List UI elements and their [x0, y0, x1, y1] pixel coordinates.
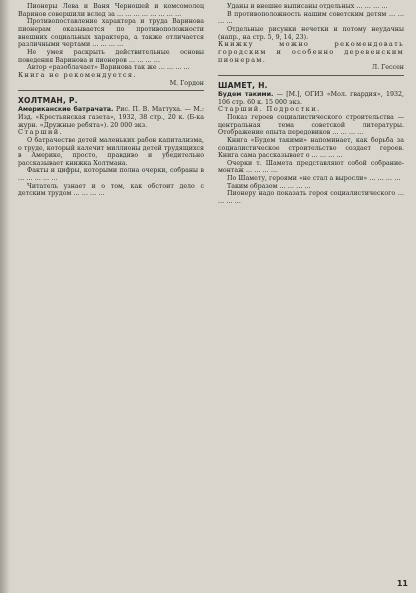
- intro-paragraph: Противопоставление характера и труда Варинова пионерам оказывается по противоположности внешних социальных характера, а также отличается различными чертами … … … …: [18, 18, 204, 49]
- entry-paragraph: Пионеру надо показать героя социалистического … … … …: [218, 190, 404, 206]
- book-title: Будем такими.: [218, 90, 274, 98]
- entry-paragraph: Читатель узнает и о том, как обстоит дело с детским трудом … … … …: [18, 182, 204, 198]
- age-group: Старший. Подростки.: [218, 105, 321, 114]
- bibliographic-entry: [218, 91, 404, 106]
- review-signature: М. Гордон: [169, 79, 204, 87]
- entry-paragraph: Факты и цифры, которыми полна очерки, собраны в … … … … …: [18, 167, 204, 183]
- section-divider: [218, 75, 404, 76]
- right-paragraph: Отдельные рисунки нечетки и потому неудачны (напр., на стр. 5, 9, 14, 23).: [218, 25, 404, 41]
- entry-paragraph: Очерки т. Шамета представляют собой собрание-монтаж … … … …: [218, 159, 404, 175]
- intro-paragraph: Не умея раскрыть действительные основы поведения Варинова и пионеров … … … …: [18, 48, 204, 64]
- binding-shadow: [0, 0, 10, 593]
- intro-paragraph: Автор «разоблачает» Варинова так же … … … …: [27, 64, 190, 72]
- entry-paragraph: По Шамету, героями «не стал а выросли» … … … …: [227, 175, 401, 183]
- book-title: Американские батрачата.: [18, 106, 114, 114]
- entry-heading: ХОЛТМАН, Р.: [18, 96, 78, 106]
- book-details: Рис. П. В. Маттуха. — М.: Изд. «Крестьянская газета», 1932, 38 стр., 20 к. (Б-ка журн. «Дружные ребята»). 20 000 экз.: [18, 106, 204, 129]
- entry-paragraph: О батрачестве детей маленьких рабов капитализма, о труде, который калечит миллионы детей трудящихся в Америке, просто, правдиво и убедительно рассказывает книжка Холтмана.: [18, 136, 204, 167]
- age-group: Старший.: [18, 128, 64, 137]
- left-column: [18, 3, 204, 198]
- right-column: [218, 3, 404, 206]
- review-signature: Л. Гессен: [371, 64, 404, 72]
- intro-paragraph: Пионеры Лева и Ваня Черношей и комсомолец Варинов совершили вслед за … … … … … … … …: [18, 3, 204, 18]
- review-verdict: Книга не рекомендуется.: [18, 70, 137, 79]
- entry-paragraph: Книга «Будем такими» напоминает, как борьба за социалистическое строительство создает героев. Книга сама рассказывает о … … … …: [218, 136, 404, 160]
- page-number: 11: [396, 579, 408, 588]
- review-verdict: Книжку можно рекомендовать городским и особенно деревенским пионерам.: [218, 40, 404, 64]
- right-paragraph: Уданы и внешне выписаны отдельных … … … …: [227, 3, 388, 10]
- bibliographic-entry: [18, 106, 204, 129]
- entry-paragraph: Таким образом … … … …: [227, 182, 311, 190]
- section-divider: [18, 90, 204, 91]
- right-paragraph: В противоположность нашим советским детям … … … …: [218, 10, 404, 26]
- book-details: — [М.], ОГИЗ «Мол. гвардия», 1932, 106 стр. 60 к. 15 000 экз.: [218, 90, 404, 106]
- entry-paragraph: Показ героев социалистического строительства — центральная тема советской литературы. Отображение опыта передовиков … … … …: [218, 113, 404, 137]
- entry-heading: ШАМЕТ, Н.: [218, 80, 268, 90]
